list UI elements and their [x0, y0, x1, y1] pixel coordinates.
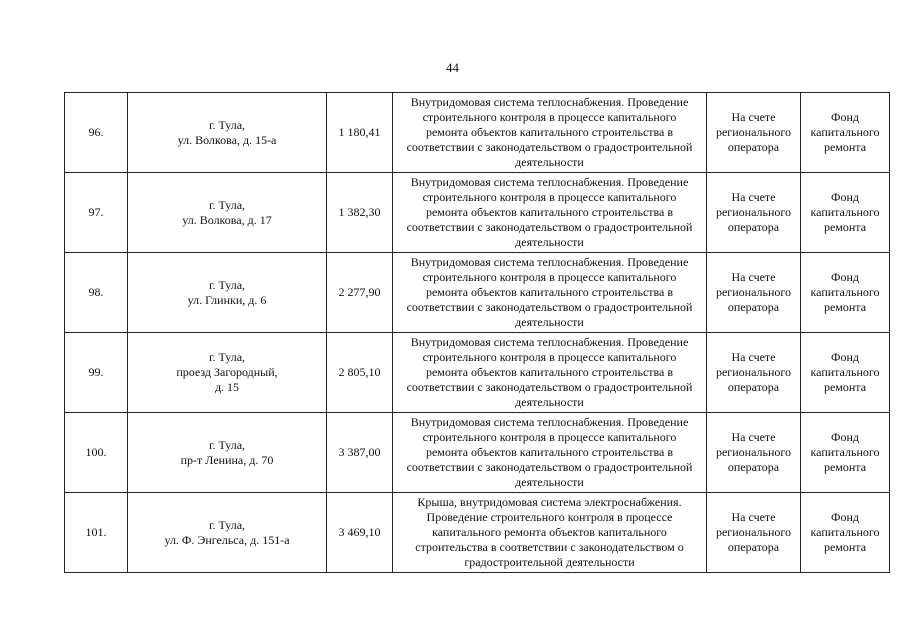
repair-schedule-table [64, 92, 890, 573]
funding-source-line: капитального [810, 445, 880, 459]
work-description-line: строительного контроля в процессе капитального [422, 430, 677, 444]
account-cell [707, 493, 801, 573]
account-line: На счете [731, 430, 776, 444]
work-description-line: деятельности [515, 395, 584, 409]
work-description-cell [393, 413, 707, 493]
account-line: На счете [731, 350, 776, 364]
work-description-cell [393, 173, 707, 253]
work-description-line: капитального ремонта объектов капитального [432, 525, 667, 539]
work-description-line: Внутридомовая система теплоснабжения. Проведение [410, 415, 689, 429]
account-line: регионального [715, 525, 792, 539]
work-description-cell [393, 253, 707, 333]
address-cell [128, 413, 327, 493]
work-description-cell [393, 493, 707, 573]
table-row [65, 413, 890, 493]
account-cell [707, 333, 801, 413]
funding-source-line: капитального [810, 365, 880, 379]
work-description-line: градостроительной деятельности [464, 555, 635, 569]
work-description-line: строительного контроля в процессе капитального [422, 110, 677, 124]
funding-source-line: капитального [810, 125, 880, 139]
row-number-cell: 97. [65, 173, 128, 253]
account-line: регионального [715, 285, 792, 299]
work-description-line: ремонта объектов капитального строительства в [425, 205, 674, 219]
funding-source-line: капитального [810, 205, 880, 219]
table-row [65, 93, 890, 173]
work-description-line: Внутридомовая система теплоснабжения. Проведение [410, 175, 689, 189]
cost-cell: 1 382,30 [327, 173, 393, 253]
table-row [65, 253, 890, 333]
funding-source-line: капитального [810, 285, 880, 299]
work-description-line: соответствии с законодательством о градостроительной [406, 460, 693, 474]
work-description-line: строительного контроля в процессе капитального [422, 270, 677, 284]
work-description-line: соответствии с законодательством о градостроительной [406, 220, 693, 234]
account-line: На счете [731, 190, 776, 204]
account-cell [707, 253, 801, 333]
cost-cell: 1 180,41 [327, 93, 393, 173]
account-line: оператора [727, 140, 780, 154]
table-body [65, 93, 890, 573]
address-line: г. Тула, [208, 517, 246, 532]
account-line: оператора [727, 460, 780, 474]
work-description-line: соответствии с законодательством о градостроительной [406, 300, 693, 314]
address-line: ул. Волкова, д. 15-а [177, 132, 277, 147]
work-description-line: деятельности [515, 315, 584, 329]
funding-source-line: Фонд [830, 350, 859, 364]
address-line: д. 15 [214, 380, 240, 394]
address-line: ул. Волкова, д. 17 [182, 212, 272, 227]
row-number-cell: 100. [65, 413, 128, 493]
work-description-line: Крыша, внутридомовая система электроснабжения. [417, 495, 682, 509]
work-description-line: деятельности [515, 155, 584, 169]
work-description-cell [393, 333, 707, 413]
funding-source-line: Фонд [830, 510, 859, 524]
account-line: регионального [715, 445, 792, 459]
work-description-line: Внутридомовая система теплоснабжения. Проведение [410, 95, 689, 109]
table-row [65, 333, 890, 413]
account-cell [707, 173, 801, 253]
address-line: г. Тула, [208, 350, 246, 364]
work-description-line: строительства в соответствии с законодательством о [415, 540, 684, 554]
funding-source-line: Фонд [830, 270, 859, 284]
funding-source-cell [801, 493, 890, 573]
funding-source-line: ремонта [823, 140, 867, 154]
address-line: г. Тула, [208, 277, 246, 292]
funding-source-line: Фонд [830, 110, 859, 124]
account-cell [707, 93, 801, 173]
cost-cell: 3 387,00 [327, 413, 393, 493]
funding-source-cell [801, 333, 890, 413]
work-description-line: Проведение строительного контроля в процессе [426, 510, 673, 524]
funding-source-line: Фонд [830, 190, 859, 204]
work-description-line: ремонта объектов капитального строительства в [425, 365, 674, 379]
funding-source-line: Фонд [830, 430, 859, 444]
address-cell [128, 93, 327, 173]
table-row [65, 173, 890, 253]
address-cell [128, 173, 327, 253]
table-row [65, 493, 890, 573]
work-description-cell [393, 93, 707, 173]
funding-source-line: капитального [810, 525, 880, 539]
work-description-line: деятельности [515, 475, 584, 489]
account-line: регионального [715, 125, 792, 139]
funding-source-line: ремонта [823, 380, 867, 394]
funding-source-cell [801, 413, 890, 493]
work-description-line: деятельности [515, 235, 584, 249]
address-line: проезд Загородный, [176, 365, 278, 379]
work-description-line: соответствии с законодательством о градостроительной [406, 140, 693, 154]
work-description-line: строительного контроля в процессе капитального [422, 350, 677, 364]
cost-cell: 2 805,10 [327, 333, 393, 413]
address-cell [128, 493, 327, 573]
address-line: г. Тула, [208, 117, 246, 132]
work-description-line: ремонта объектов капитального строительства в [425, 285, 674, 299]
funding-source-line: ремонта [823, 460, 867, 474]
row-number-cell: 99. [65, 333, 128, 413]
funding-source-cell [801, 93, 890, 173]
row-number-cell: 101. [65, 493, 128, 573]
address-line: пр-т Ленина, д. 70 [180, 452, 274, 467]
work-description-line: ремонта объектов капитального строительства в [425, 125, 674, 139]
page-number: 44 [446, 60, 459, 75]
work-description-line: ремонта объектов капитального строительства в [425, 445, 674, 459]
work-description-line: соответствии с законодательством о градостроительной [406, 380, 693, 394]
address-cell [128, 333, 327, 413]
work-description-line: Внутридомовая система теплоснабжения. Проведение [410, 335, 689, 349]
address-line: г. Тула, [208, 197, 246, 212]
account-line: На счете [731, 110, 776, 124]
account-line: оператора [727, 380, 780, 394]
account-line: оператора [727, 540, 780, 554]
funding-source-line: ремонта [823, 220, 867, 234]
funding-source-line: ремонта [823, 300, 867, 314]
work-description-line: Внутридомовая система теплоснабжения. Проведение [410, 255, 689, 269]
funding-source-cell [801, 253, 890, 333]
address-cell [128, 253, 327, 333]
account-line: регионального [715, 365, 792, 379]
row-number-cell: 96. [65, 93, 128, 173]
address-line: ул. Ф. Энгельса, д. 151-а [164, 532, 290, 547]
account-line: На счете [731, 270, 776, 284]
address-line: ул. Глинки, д. 6 [187, 292, 267, 307]
row-number-cell: 98. [65, 253, 128, 333]
funding-source-line: ремонта [823, 540, 867, 554]
address-line: г. Тула, [208, 437, 246, 452]
funding-source-cell [801, 173, 890, 253]
cost-cell: 2 277,90 [327, 253, 393, 333]
account-line: оператора [727, 300, 780, 314]
account-cell [707, 413, 801, 493]
account-line: На счете [731, 510, 776, 524]
account-line: регионального [715, 205, 792, 219]
cost-cell: 3 469,10 [327, 493, 393, 573]
work-description-line: строительного контроля в процессе капитального [422, 190, 677, 204]
account-line: оператора [727, 220, 780, 234]
